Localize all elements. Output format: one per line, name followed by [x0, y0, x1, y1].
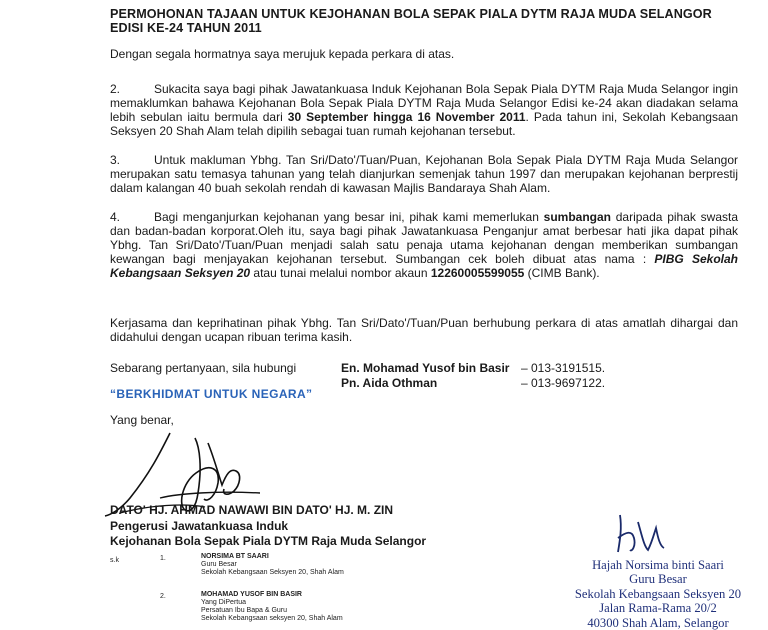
stamp-line: Guru Besar	[629, 572, 687, 587]
stamp-line: Sekolah Kebangsaan Seksyen 20	[574, 586, 742, 601]
headmistress-signature	[610, 510, 670, 560]
paragraph-2	[110, 82, 738, 138]
paragraph-number: 2.	[110, 82, 121, 96]
contact-row	[341, 361, 605, 376]
paragraph-text: (CIMB Bank).	[524, 266, 600, 280]
cc-entry	[201, 553, 344, 577]
contact-name: Pn. Aida Othman	[341, 376, 438, 390]
event-dates: 30 September hingga 16 November 2011	[287, 110, 526, 124]
paragraph-number: 3.	[110, 153, 121, 167]
contact-phone: – 013-9697122.	[521, 376, 606, 390]
signer-name: DATO' HJ. AHMAD NAWAWI BIN DATO' HJ. M. ZIN	[110, 503, 394, 517]
paragraph-number: 4.	[110, 210, 121, 224]
paragraph-3	[110, 153, 738, 195]
cc-entry	[201, 591, 343, 623]
paragraph-4	[110, 210, 738, 280]
cc-name: NORSIMA BT SAARI	[201, 553, 269, 560]
contact-list	[341, 361, 605, 391]
cc-number: 1.	[160, 555, 166, 562]
closing-line: Yang benar,	[110, 413, 174, 427]
paragraph-text: Bagi menganjurkan kejohanan yang besar ini, pihak kami memerlukan	[154, 210, 544, 224]
school-stamp	[548, 558, 768, 630]
contact-name: En. Mohamad Yusof bin Basir	[341, 361, 510, 375]
signer-role: Kejohanan Bola Sepak Piala DYTM Raja Muda Selangor	[110, 534, 427, 548]
account-number: 12260005599055	[430, 266, 525, 280]
contact-row	[341, 376, 605, 391]
cc-label: s.k	[110, 557, 119, 564]
paragraph-text: atau tunai melalui nombor akaun	[250, 266, 431, 280]
title-line-2: EDISI KE-24 TAHUN 2011	[110, 21, 262, 35]
paragraph-text: Sukacita saya bagi pihak Jawatankuasa Induk Kejohanan Bola Sepak Piala DYTM Raja Muda Selangor ingin memaklumkan bahawa Kejohanan Bola Sepak Piala DYTM Raja Muda Selangor Edisi ke-24 akan diadakan selama lebih sebulan iaitu bermula dari	[110, 82, 738, 124]
cc-line: Yang DiPertua	[201, 599, 247, 606]
contact-phone: – 013-3191515.	[521, 361, 606, 375]
paragraph-text: Untuk makluman Ybhg. Tan Sri/Dato'/Tuan/Puan, Kejohanan Bola Sepak Piala DYTM Raja Muda Selangor merupakan satu temasya tahunan yang telah dianjurkan semenjak tahun 1997 dan merupakan kejohanan berprestij dalam kalangan 40 buah sekolah rendah di kawasan Majlis Bandaraya Shah Alam.	[110, 153, 738, 195]
payee-name: PIBG Sekolah Kebangsaan Seksyen 20	[110, 252, 738, 280]
stamp-line: Hajah Norsima binti Saari	[592, 558, 724, 572]
motto: “BERKHIDMAT UNTUK NEGARA”	[110, 387, 313, 401]
sponsorship-word: sumbangan	[543, 210, 611, 224]
cc-number: 2.	[160, 593, 166, 600]
opening-line: Dengan segala hormatnya saya merujuk kepada perkara di atas.	[110, 47, 455, 61]
paragraph-text: daripada pihak swasta dan badan-badan korporat.Oleh itu, saya bagi pihak Jawatankuasa Penganjur amat berbesar hati jika dapat pihak Ybhg. Tan Sri/Dato'/Tuan/Puan menjadi salah satu penaja utama kejohanan dengan memberikan sumbangan kewangan bagi menjayakan kejohanan tersebut. Sumbangan cek boleh dibuat atas nama :	[110, 210, 738, 266]
letter-title	[110, 7, 750, 35]
cc-name: MOHAMAD YUSOF BIN BASIR	[201, 591, 302, 598]
title-line-1: PERMOHONAN TAJAAN UNTUK KEJOHANAN BOLA SEPAK PIALA DYTM RAJA MUDA SELANGOR	[110, 7, 712, 21]
signer-block	[110, 503, 426, 550]
cc-line: Sekolah Kebangsaan seksyen 20, Shah Alam	[201, 615, 343, 622]
stamp-line: 40300 Shah Alam, Selangor	[587, 615, 729, 630]
paragraph-text: . Pada tahun ini, Sekolah Kebangsaan Seksyen 20 Shah Alam telah dipilih sebagai tuan rumah kejohanan tersebut.	[110, 110, 739, 138]
cc-line: Guru Besar	[201, 561, 237, 568]
cc-line: Sekolah Kebangsaan Seksyen 20, Shah Alam	[201, 569, 344, 576]
cc-line: Persatuan Ibu Bapa & Guru	[201, 607, 287, 614]
signer-role: Pengerusi Jawatankuasa Induk	[110, 518, 289, 533]
stamp-line: Jalan Rama-Rama 20/2	[599, 601, 717, 616]
contact-label: Sebarang pertanyaan, sila hubungi	[110, 361, 297, 375]
paragraph-5: Kerjasama dan keprihatinan pihak Ybhg. Tan Sri/Dato'/Tuan/Puan berhubung perkara di atas amatlah dihargai dan didahului dengan ucapan ribuan terima kasih.	[110, 316, 738, 344]
